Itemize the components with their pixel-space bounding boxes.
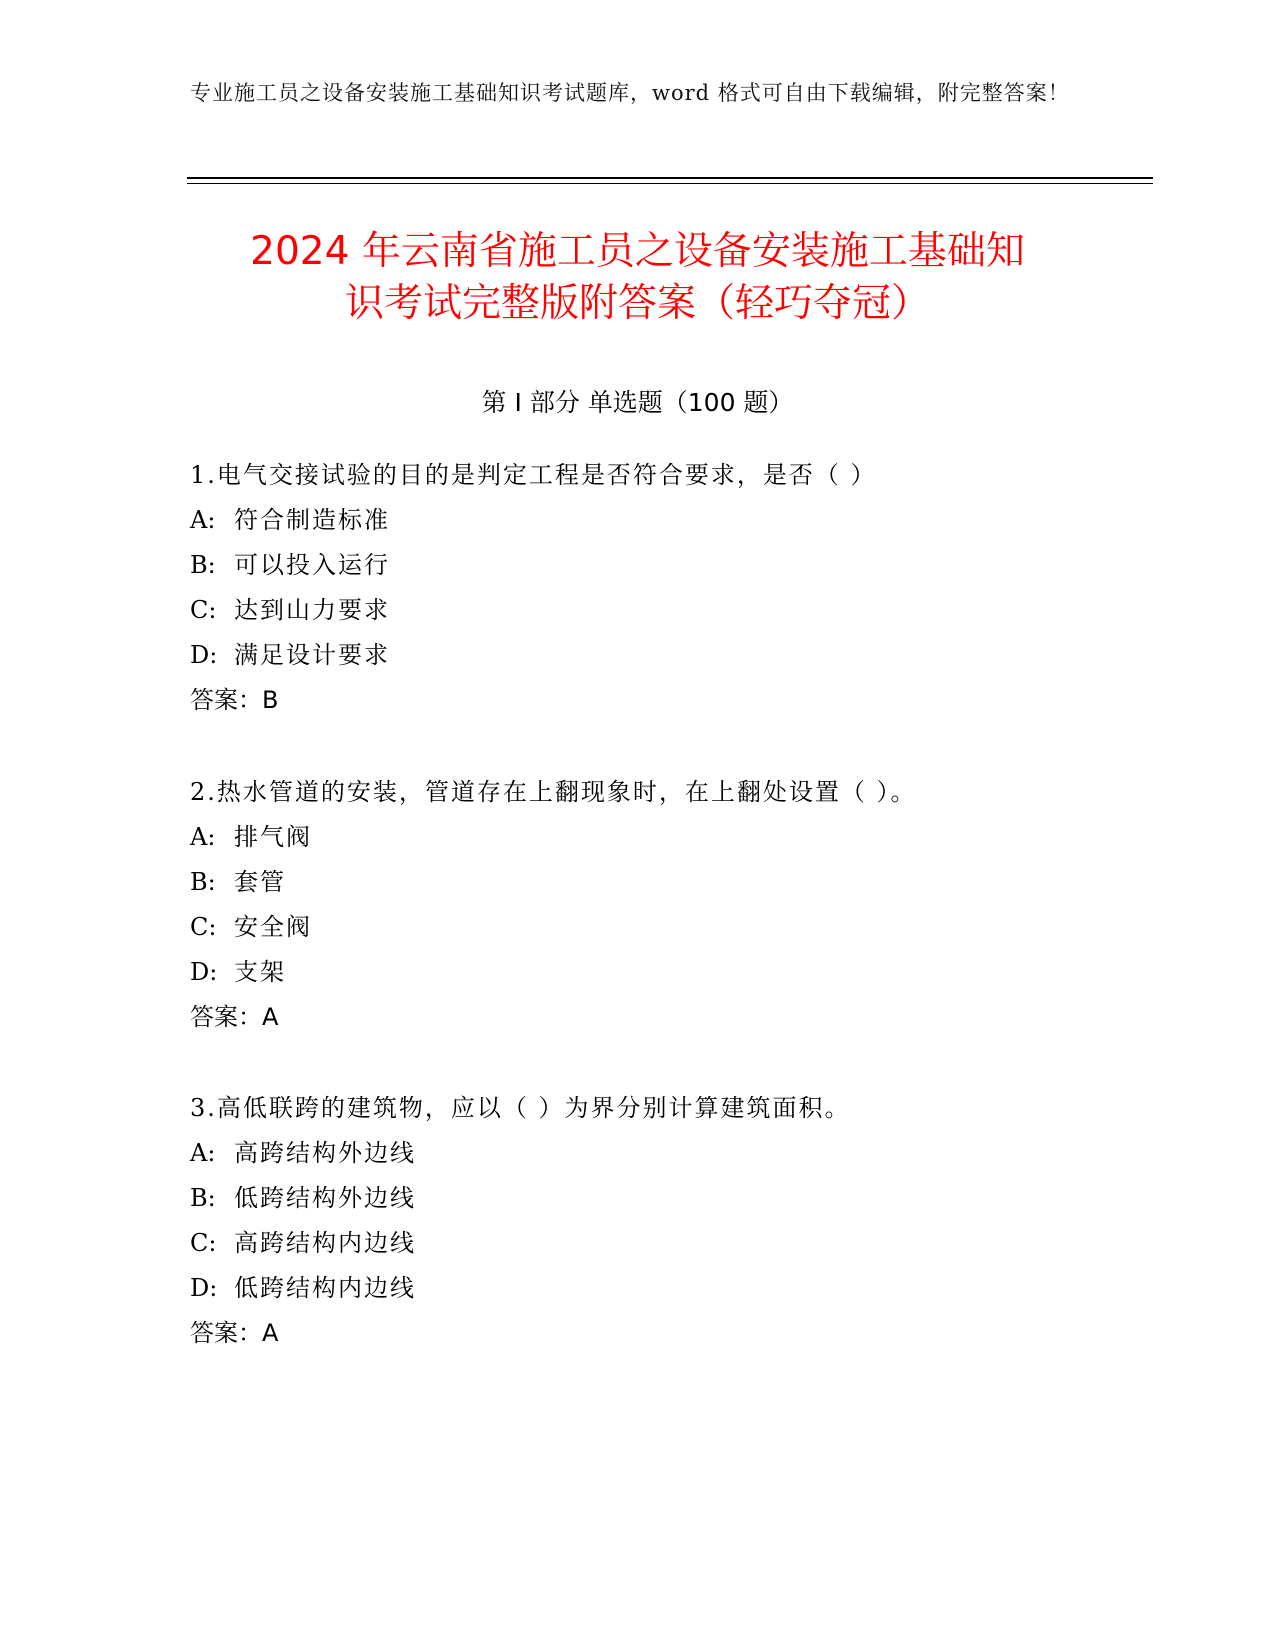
question-3 — [190, 1086, 1150, 1356]
option-letter: B: — [190, 551, 216, 579]
option-text: 达到山力要求 — [234, 596, 390, 624]
option-d — [190, 950, 1150, 995]
option-a — [190, 1131, 1150, 1176]
option-letter: A: — [190, 823, 216, 851]
section-title: 第 I 部分 单选题（100 题） — [481, 388, 794, 417]
question-1 — [190, 453, 1150, 723]
option-letter: C: — [190, 913, 217, 941]
option-b — [190, 860, 1150, 905]
question-stem: 3.高低联跨的建筑物，应以（ ）为界分别计算建筑面积。 — [190, 1094, 851, 1122]
option-text: 满足设计要求 — [234, 641, 390, 669]
option-text: 高跨结构外边线 — [234, 1139, 416, 1167]
answer: 答案：A — [190, 1319, 279, 1347]
option-letter: A: — [190, 1139, 216, 1167]
option-text: 可以投入运行 — [234, 551, 390, 579]
document-title-line-1: 2024 年云南省施工员之设备安装施工基础知 — [250, 229, 1025, 274]
option-c — [190, 1221, 1150, 1266]
option-b — [190, 1176, 1150, 1221]
option-letter: C: — [190, 1229, 217, 1257]
option-letter: D: — [190, 958, 218, 986]
question-stem: 1.电气交接试验的目的是判定工程是否符合要求，是否（ ） — [190, 461, 877, 489]
option-text: 符合制造标准 — [234, 506, 390, 534]
option-d — [190, 633, 1150, 678]
document-title-line-2: 识考试完整版附答案（轻巧夺冠） — [344, 281, 930, 326]
option-c — [190, 588, 1150, 633]
option-text: 低跨结构内边线 — [234, 1274, 416, 1302]
header-rule-thick — [187, 177, 1153, 179]
header-note: 专业施工员之设备安装施工基础知识考试题库，word 格式可自由下载编辑，附完整答案！ — [190, 81, 1070, 105]
option-letter: C: — [190, 596, 217, 624]
option-letter: B: — [190, 868, 216, 896]
option-c — [190, 905, 1150, 950]
option-letter: D: — [190, 641, 218, 669]
option-text: 高跨结构内边线 — [234, 1229, 416, 1257]
option-letter: D: — [190, 1274, 218, 1302]
document-title — [150, 226, 1125, 330]
option-b — [190, 543, 1150, 588]
option-letter: B: — [190, 1184, 216, 1212]
question-stem: 2.热水管道的安装，管道存在上翻现象时，在上翻处设置（ ）。 — [190, 778, 917, 806]
answer: 答案：A — [190, 1003, 279, 1031]
option-text: 支架 — [234, 958, 286, 986]
option-text: 安全阀 — [234, 913, 312, 941]
option-text: 排气阀 — [234, 823, 312, 851]
option-text: 低跨结构外边线 — [234, 1184, 416, 1212]
option-letter: A: — [190, 506, 216, 534]
option-a — [190, 498, 1150, 543]
answer: 答案：B — [190, 686, 279, 714]
question-2 — [190, 770, 1150, 1040]
option-d — [190, 1266, 1150, 1311]
header-rule-thin — [187, 183, 1153, 184]
option-a — [190, 815, 1150, 860]
option-text: 套管 — [234, 868, 286, 896]
